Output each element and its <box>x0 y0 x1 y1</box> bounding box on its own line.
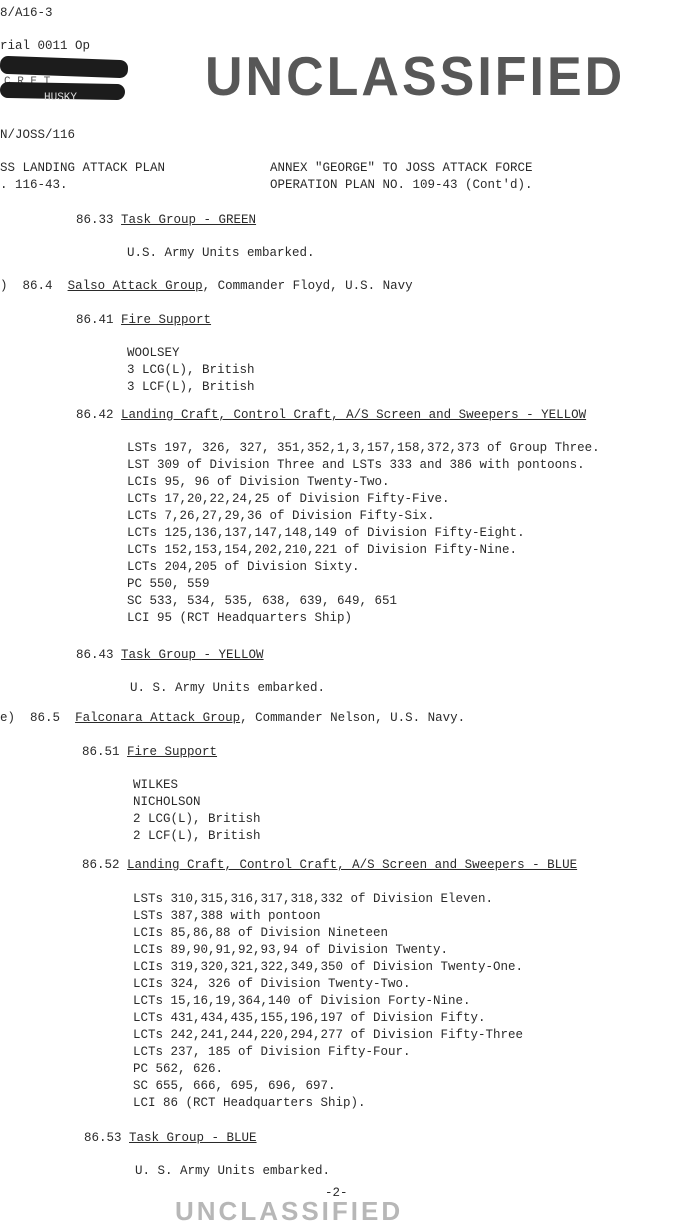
craft-line: LCTs 431,434,435,155,196,197 of Division Fifty. <box>133 1011 486 1025</box>
fire-support-line: WOOLSEY <box>127 346 180 360</box>
craft-line: LSTs 310,315,316,317,318,332 of Division Eleven. <box>133 892 494 906</box>
fire-support-line: 3 LCF(L), British <box>127 380 255 394</box>
section-86-5-heading: e) 86.5 Falconara Attack Group, Commander Nelson, U.S. Navy. <box>0 711 466 725</box>
craft-line: LCTs 17,20,22,24,25 of Division Fifty-Five. <box>127 492 450 506</box>
craft-line: LCTs 204,205 of Division Sixty. <box>127 560 360 574</box>
section-86-33-body: U.S. Army Units embarked. <box>127 246 315 260</box>
section-86-53-body: U. S. Army Units embarked. <box>135 1164 331 1178</box>
craft-line: LSTs 387,388 with pontoon <box>133 909 321 923</box>
craft-line: SC 655, 666, 695, 696, 697. <box>133 1079 336 1093</box>
file-code: N/JOSS/116 <box>0 128 76 142</box>
craft-line: LCIs 95, 96 of Division Twenty-Two. <box>127 475 390 489</box>
craft-line: LCTs 15,16,19,364,140 of Division Forty-Nine. <box>133 994 471 1008</box>
unclassified-stamp-bottom: UNCLASSIFIED <box>175 1196 404 1226</box>
craft-line: LCTs 152,153,154,202,210,221 of Division Fifty-Nine. <box>127 543 518 557</box>
craft-line: LCI 86 (RCT Headquarters Ship). <box>133 1096 366 1110</box>
craft-line: LCIs 85,86,88 of Division Nineteen <box>133 926 389 940</box>
craft-line: LSTs 197, 326, 327, 351,352,1,3,157,158,372,373 of Group Three. <box>127 441 600 455</box>
section-86-53-heading: 86.53 Task Group - BLUE <box>84 1131 257 1145</box>
craft-line: LCTs 242,241,244,220,294,277 of Division Fifty-Three <box>133 1028 524 1042</box>
craft-line: LCI 95 (RCT Headquarters Ship) <box>127 611 353 625</box>
section-86-41-heading: 86.41 Fire Support <box>76 313 212 327</box>
page-number: -2- <box>325 1186 348 1200</box>
craft-line: LCTs 125,136,137,147,148,149 of Division Fifty-Eight. <box>127 526 525 540</box>
section-86-42-heading: 86.42 Landing Craft, Control Craft, A/S Screen and Sweepers - YELLOW <box>76 408 587 422</box>
unclassified-stamp: UNCLASSIFIED <box>205 46 626 108</box>
serial-number: rial 0011 Op <box>0 39 91 53</box>
craft-line: LCIs 319,320,321,322,349,350 of Division Twenty-One. <box>133 960 524 974</box>
file-reference: 8/A16-3 <box>0 6 53 20</box>
section-86-51-heading: 86.51 Fire Support <box>82 745 218 759</box>
craft-line: SC 533, 534, 535, 638, 639, 649, 651 <box>127 594 398 608</box>
left-title-line-2: . 116-43. <box>0 178 68 192</box>
section-86-43-body: U. S. Army Units embarked. <box>130 681 326 695</box>
operation-codename: HUSKY <box>44 92 78 104</box>
left-title-line-1: SS LANDING ATTACK PLAN <box>0 161 166 175</box>
fire-support-line: 2 LCG(L), British <box>133 812 261 826</box>
craft-line: PC 550, 559 <box>127 577 210 591</box>
craft-line: LCTs 237, 185 of Division Fifty-Four. <box>133 1045 411 1059</box>
fire-support-line: NICHOLSON <box>133 795 201 809</box>
fire-support-line: WILKES <box>133 778 179 792</box>
right-title-line-1: ANNEX "GEORGE" TO JOSS ATTACK FORCE <box>270 161 533 175</box>
craft-line: LCIs 89,90,91,92,93,94 of Division Twenty. <box>133 943 449 957</box>
craft-line: PC 562, 626. <box>133 1062 224 1076</box>
craft-line: LCTs 7,26,27,29,36 of Division Fifty-Six. <box>127 509 435 523</box>
fire-support-line: 3 LCG(L), British <box>127 363 255 377</box>
right-title-line-2: OPERATION PLAN NO. 109-43 (Cont'd). <box>270 178 533 192</box>
section-86-43-heading: 86.43 Task Group - YELLOW <box>76 648 264 662</box>
craft-line: LCIs 324, 326 of Division Twenty-Two. <box>133 977 411 991</box>
section-86-52-heading: 86.52 Landing Craft, Control Craft, A/S Screen and Sweepers - BLUE <box>82 858 578 872</box>
fire-support-line: 2 LCF(L), British <box>133 829 261 843</box>
craft-line: LST 309 of Division Three and LSTs 333 and 386 with pontoons. <box>127 458 585 472</box>
section-86-4-heading: ) 86.4 Salso Attack Group, Commander Floyd, U.S. Navy <box>0 279 413 293</box>
section-86-33-heading: 86.33 Task Group - GREEN <box>76 213 257 227</box>
